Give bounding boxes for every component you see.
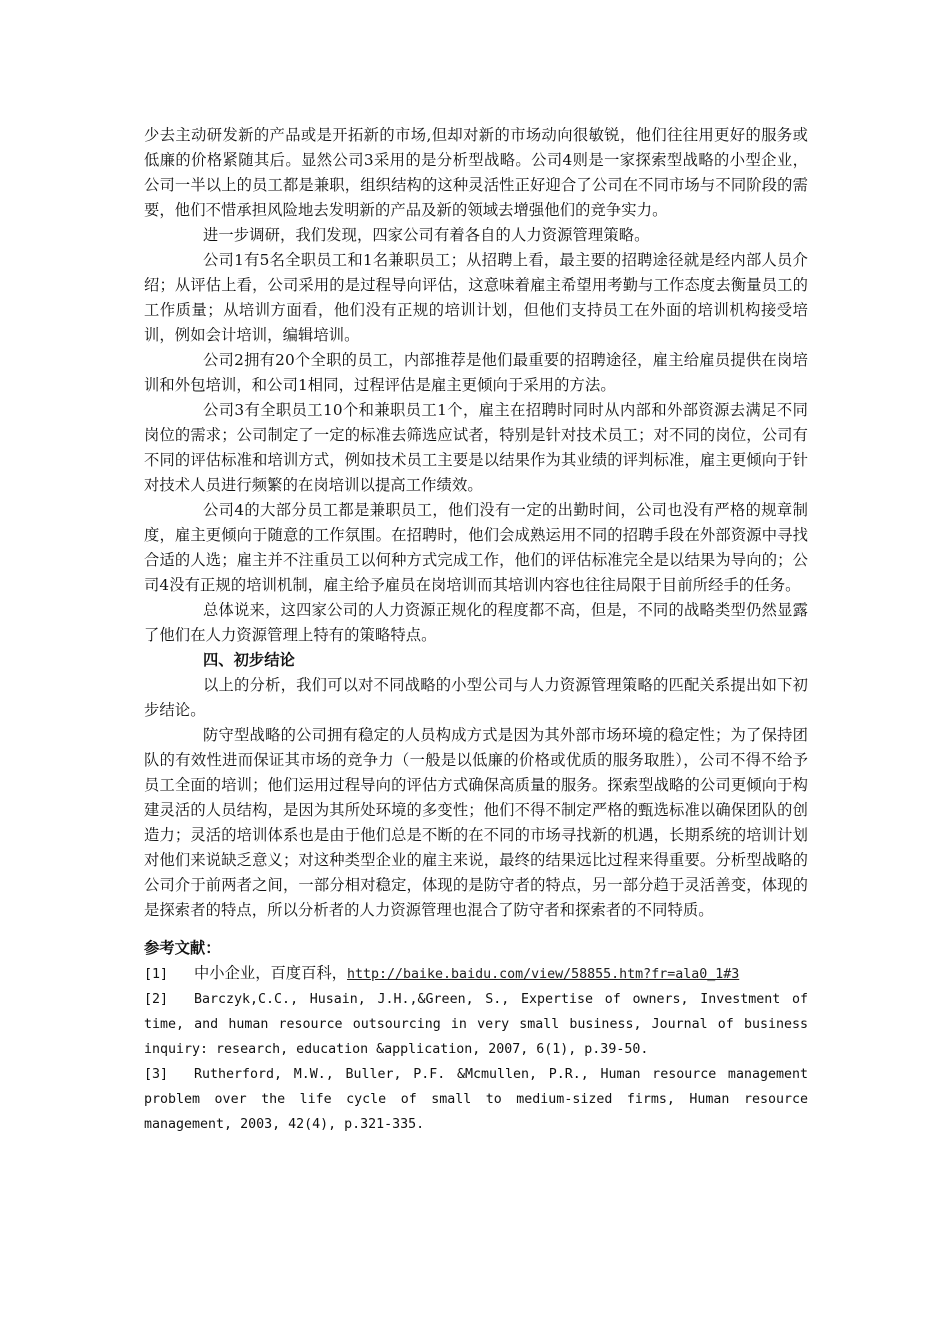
reference-item: [144, 987, 808, 1062]
body-paragraph: 少去主动研发新的产品或是开拓新的市场,但却对新的市场动向很敏锐，他们往往用更好的服务或低廉的价格紧随其后。显然公司3采用的是分析型战略。公司4则是一家探索型战略的小型企业，公司一半以上的员工都是兼职，组织结构的这种灵活性正好迎合了公司在不同市场与不同阶段的需要，他们不惜承担风险地去发明新的产品及新的领域去增强他们的竞争实力。: [144, 126, 808, 219]
body-paragraph: 公司3有全职员工10个和兼职员工1个，雇主在招聘时同时从内部和外部资源去满足不同岗位的需求；公司制定了一定的标准去筛选应试者，特别是针对技术员工；对不同的岗位，公司有不同的评估标准和培训方式，例如技术员工主要是以结果作为其业绩的评判标准，雇主更倾向于针对技术人员进行频繁的在岗培训以提高工作绩效。: [144, 401, 808, 494]
reference-item: [144, 961, 808, 987]
reference-text: 中小企业，百度百科，: [194, 964, 347, 982]
reference-text: Barczyk,C.C., Husain, J.H.,&Green, S., Expertise of owners, Investment of time, and human resource outsourcing in very small business, Journal of business inquiry: research, education &application, 2007, 6(1), p.39-50.: [144, 992, 808, 1057]
reference-item: [144, 1062, 808, 1137]
body-paragraph: 总体说来，这四家公司的人力资源正规化的程度都不高，但是，不同的战略类型仍然显露了他们在人力资源管理上特有的策略特点。: [144, 601, 808, 644]
body-paragraph: 公司1有5名全职员工和1名兼职员工；从招聘上看，最主要的招聘途径就是经内部人员介绍；从评估上看，公司采用的是过程导向评估，这意味着雇主希望用考勤与工作态度去衡量员工的工作质量；从培训方面看，他们没有正规的培训计划，但他们支持员工在外面的培训机构接受培训，例如会计培训，编辑培训。: [144, 251, 808, 344]
section-heading: 四、初步结论: [203, 651, 295, 669]
references-title: 参考文献：: [144, 939, 221, 957]
reference-number: [1]: [144, 967, 169, 982]
reference-link[interactable]: http://baike.baidu.com/view/58855.htm?fr=ala0_1#3: [346, 967, 740, 982]
body-paragraph: 公司4的大部分员工都是兼职员工，他们没有一定的出勤时间，公司也没有严格的规章制度，雇主更倾向于随意的工作氛围。在招聘时，他们会成熟运用不同的招聘手段在外部资源中寻找合适的人选；雇主并不注重员工以何种方式完成工作，他们的评估标准完全是以结果为导向的；公司4没有正规的培训机制，雇主给予雇员在岗培训而其培训内容也往往局限于目前所经手的任务。: [144, 501, 808, 594]
body-paragraph: 公司2拥有20个全职的员工，内部推荐是他们最重要的招聘途径，雇主给雇员提供在岗培训和外包培训，和公司1相同，过程评估是雇主更倾向于采用的方法。: [144, 351, 808, 394]
reference-number: [3]: [144, 1067, 169, 1082]
reference-text: Rutherford, M.W., Buller, P.F. &Mcmullen, P.R., Human resource management problem over the life cycle of small to medium-sized firms, Human resource management, 2003, 42(4), p.321-335.: [144, 1067, 808, 1132]
conclusion-paragraph: 以上的分析，我们可以对不同战略的小型公司与人力资源管理策略的匹配关系提出如下初步结论。: [144, 676, 808, 719]
document-body: [144, 123, 808, 1137]
conclusion-paragraph: 防守型战略的公司拥有稳定的人员构成方式是因为其外部市场环境的稳定性；为了保持团队的有效性进而保证其市场的竞争力（一般是以低廉的价格或优质的服务取胜），公司不得不给予员工全面的培训；他们运用过程导向的评估方式确保高质量的服务。探索型战略的公司更倾向于构建灵活的人员结构，是因为其所处环境的多变性；他们不得不制定严格的甄选标准以确保团队的创造力；灵活的培训体系也是由于他们总是不断的在不同的市场寻找新的机遇，长期系统的培训计划对他们来说缺乏意义；对这种类型企业的雇主来说，最终的结果远比过程来得重要。分析型战略的公司介于前两者之间，一部分相对稳定，体现的是防守者的特点，另一部分趋于灵活善变，体现的是探索者的特点，所以分析者的人力资源管理也混合了防守者和探索者的不同特质。: [144, 726, 808, 919]
reference-number: [2]: [144, 992, 169, 1007]
body-paragraph: 进一步调研，我们发现，四家公司有着各自的人力资源管理策略。: [203, 226, 650, 244]
